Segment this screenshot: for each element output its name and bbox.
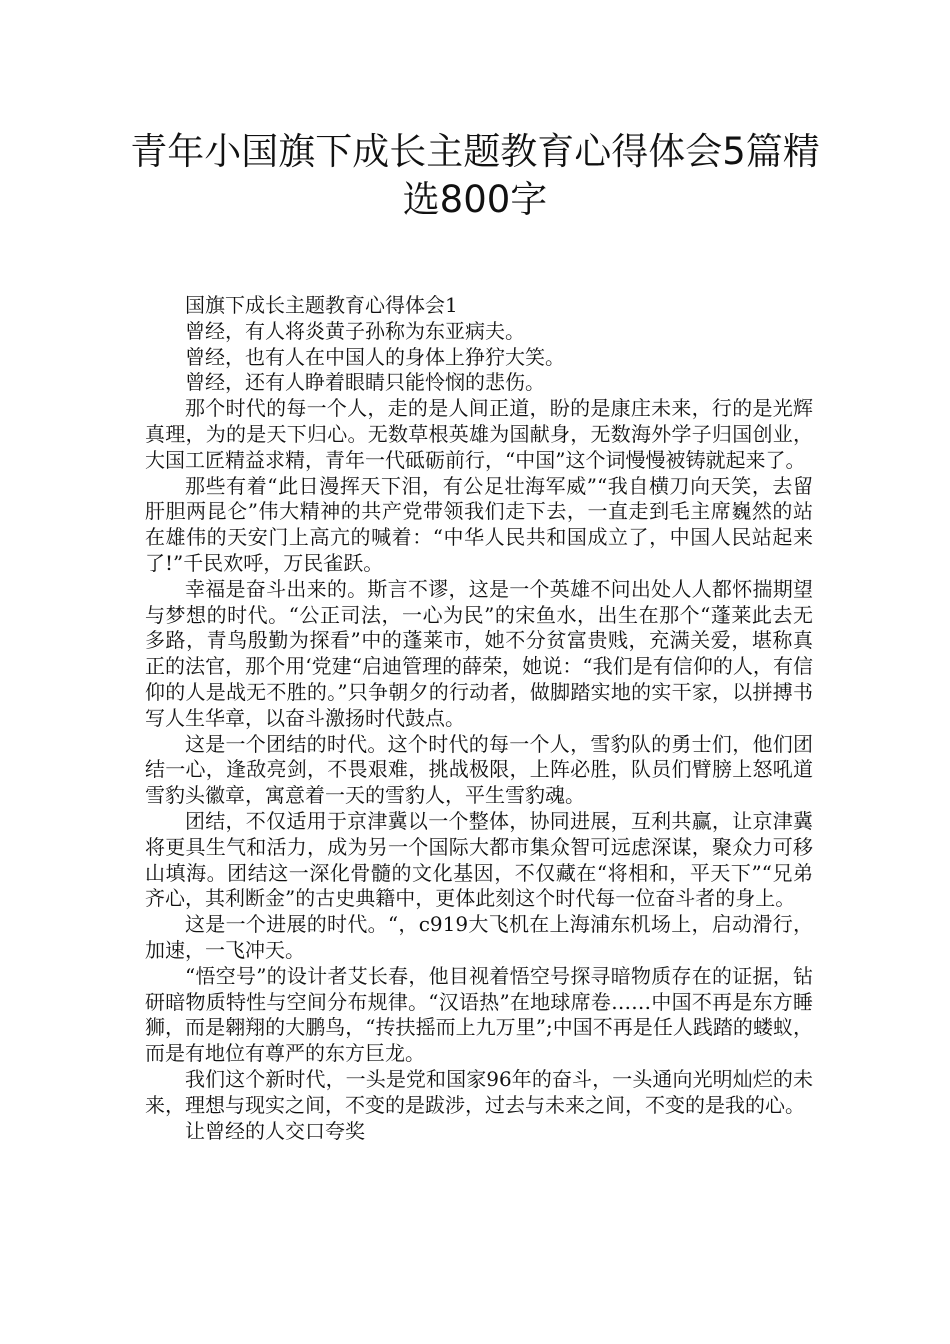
paragraph: 让曾经的人交口夸奖 [185, 1118, 365, 1143]
paragraph: 我们这个新时代，一头是党和国家96年的奋斗，一头通向光明灿烂的未来，理想与现实之间，不变的是跋涉，过去与未来之间，不变的是我的心。 [145, 1066, 813, 1117]
paragraph: 曾经，有人将炎黄子孙称为东亚病夫。 [185, 318, 525, 343]
paragraph: 那些有着“此日漫挥天下泪，有公足壮海军威”“我自横刀向天笑，去留肝胆两昆仑”伟大精神的共产党带领我们走下去，一直走到毛主席巍然的站在雄伟的天安门上高亢的喊着：“中华人民共和国成立了，中国人民站起来了!”千民欢呼，万民雀跃。 [145, 473, 813, 575]
paragraph: 这是一个进展的时代。“，c919大飞机在上海浦东机场上，启动滑行，加速，一飞冲天。 [145, 912, 813, 962]
document-title: 青年小国旗下成长主题教育心得体会5篇精选800字 [130, 130, 820, 221]
paragraph: 团结，不仅适用于京津冀以一个整体，协同进展，互利共赢，让京津冀将更具生气和活力，成为另一个国际大都市集众智可远虑深谋，聚众力可移山填海。团结这一深化骨髓的文化基因，不仅藏在“将相和，平天下”“兄弟齐心，其利断金”的古史典籍中，更体此刻这个时代每一位奋斗者的身上。 [145, 808, 813, 911]
paragraph: 曾经，还有人睁着眼睛只能怜悯的悲伤。 [185, 370, 545, 395]
paragraph: 这是一个团结的时代。这个时代的每一个人，雪豹队的勇士们，他们团结一心，逢敌亮剑，不畏艰难，挑战极限，上阵必胜，队员们臂膀上怒吼道雪豹头徽章，寓意着一天的雪豹人，平生雪豹魂。 [145, 731, 813, 808]
document-body [145, 293, 813, 1144]
paragraph: 那个时代的每一个人，走的是人间正道，盼的是康庄未来，行的是光辉真理，为的是天下归心。无数草根英雄为国献身，无数海外学子归国创业，大国工匠精益求精，青年一代砥砺前行，“中国”这个词慢慢被铸就起来了。 [145, 396, 813, 472]
paragraph: “悟空号”的设计者艾长春，他目视着悟空号探寻暗物质存在的证据，钻研暗物质特性与空间分布规律。“汉语热”在地球席卷……中国不再是东方睡狮，而是翱翔的大鹏鸟，“抟扶摇而上九万里”;中国不再是任人践踏的蝼蚁，而是有地位有尊严的东方巨龙。 [145, 963, 813, 1066]
paragraph: 国旗下成长主题教育心得体会1 [185, 293, 458, 317]
paragraph: 幸福是奋斗出来的。斯言不谬，这是一个英雄不问出处人人都怀揣期望与梦想的时代。“公正司法，一心为民”的宋鱼水，出生在那个“蓬莱此去无多路，青鸟殷勤为探看”中的蓬莱市，她不分贫富贵贱，充满关爱，堪称真正的法官，那个用‘党建“启迪管理的薛荣，她说：“我们是有信仰的人，有信仰的人是战无不胜的。”只争朝夕的行动者，做脚踏实地的实干家，以拼搏书写人生华章，以奋斗激扬时代鼓点。 [145, 576, 813, 730]
paragraph: 曾经，也有人在中国人的身体上狰狞大笑。 [185, 344, 565, 369]
